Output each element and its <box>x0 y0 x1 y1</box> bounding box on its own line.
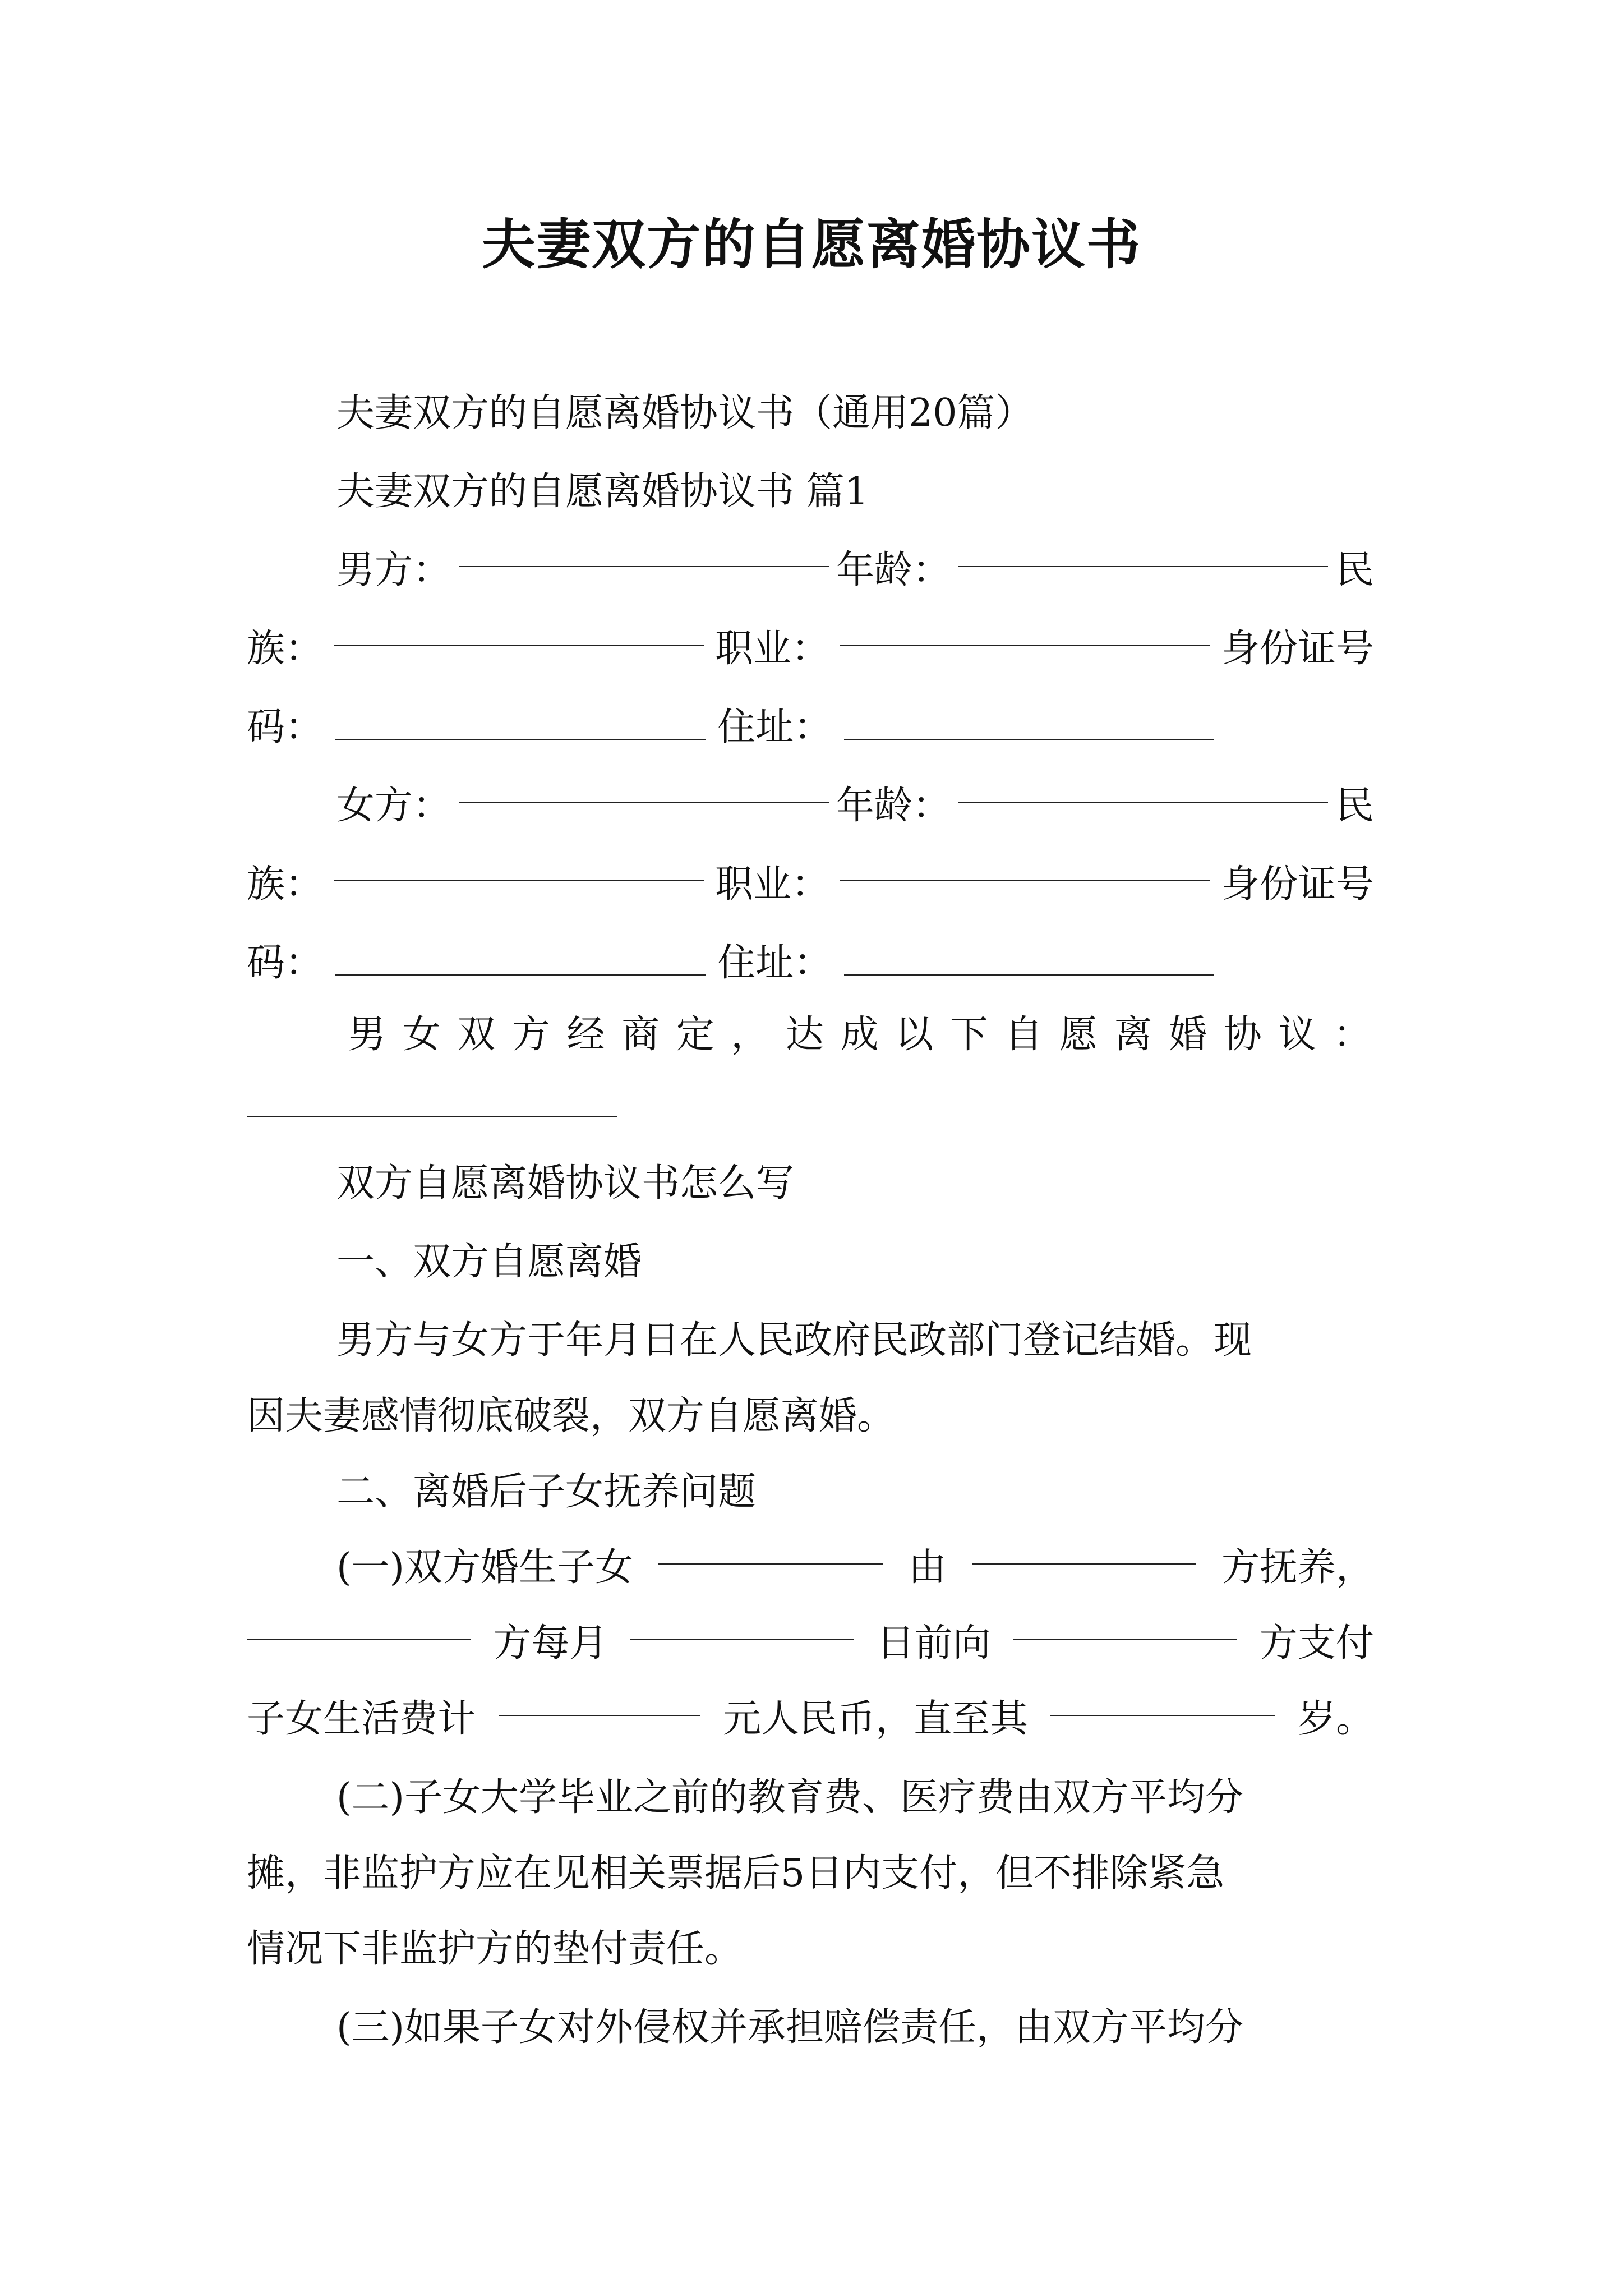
subtitle: 夫妻双方的自愿离婚协议书（通用20篇） <box>336 391 1034 435</box>
address-label: 住址： <box>717 705 832 749</box>
custody-text: 方抚养， <box>1221 1545 1374 1590</box>
male-age-blank <box>958 531 1328 567</box>
female-label: 女方： <box>336 784 451 828</box>
male-id-blank <box>335 704 706 740</box>
amount-blank <box>499 1680 700 1716</box>
agreement-intro: 男 女 双 方 经 商 定 ， 达 成 以 下 自 愿 离 婚 协 议 ： <box>348 1013 1374 1057</box>
id-number-label-part: 码： <box>247 705 324 749</box>
male-line-3 <box>247 688 1374 767</box>
custody-line-1 <box>247 1529 1374 1607</box>
custody-text: 元人民币，直至其 <box>722 1697 1028 1741</box>
custodian-blank <box>972 1529 1196 1565</box>
pay-day-blank <box>630 1604 854 1640</box>
ethnicity-label-part: 民 <box>1335 548 1374 592</box>
id-number-label-part: 身份证号 <box>1221 862 1374 907</box>
male-label: 男方： <box>336 548 451 592</box>
clause-2-2-line-3: 情况下非监护方的垫付责任。 <box>247 1927 743 1971</box>
occupation-label: 职业： <box>714 862 829 907</box>
age-label: 年龄： <box>836 784 951 828</box>
male-address-blank <box>844 704 1214 740</box>
custody-text: 方支付 <box>1259 1621 1374 1665</box>
ethnicity-label-part: 民 <box>1335 784 1374 828</box>
address-label: 住址： <box>717 941 832 985</box>
male-ethnicity-blank <box>334 610 704 646</box>
female-name-blank <box>459 767 829 803</box>
howto-heading: 双方自愿离婚协议书怎么写 <box>336 1161 795 1205</box>
clause-2-3-line-1: (三)如果子女对外侵权并承担赔偿责任，由双方平均分 <box>336 2005 1244 2050</box>
clause-2-2-line-1: (二)子女大学毕业之前的教育费、医疗费由双方平均分 <box>336 1775 1244 1820</box>
female-line-3 <box>247 924 1374 1002</box>
female-line-2 <box>247 845 1374 924</box>
custody-line-3 <box>247 1680 1374 1759</box>
child-name-blank <box>658 1529 883 1565</box>
male-name-blank <box>459 531 829 567</box>
agreement-blank <box>247 1116 617 1117</box>
ethnicity-label-part: 族： <box>247 627 324 671</box>
age-label: 年龄： <box>836 548 951 592</box>
clause-1-heading: 一、双方自愿离婚 <box>336 1240 642 1284</box>
clause-2-2-line-2: 摊，非监护方应在见相关票据后5日内支付，但不排除紧急 <box>247 1851 1225 1895</box>
clause-1-text-line-1: 男方与女方于年月日在人民政府民政部门登记结婚。现 <box>336 1318 1252 1363</box>
custody-text: (一)双方婚生子女 <box>336 1545 634 1590</box>
female-address-blank <box>844 940 1214 976</box>
document-title: 夫妻双方的自愿离婚协议书 <box>482 213 1141 276</box>
female-age-blank <box>958 767 1328 803</box>
occupation-label: 职业： <box>714 627 829 671</box>
female-line-1 <box>247 767 1374 845</box>
payee-blank <box>1013 1604 1237 1640</box>
custody-text: 方每月 <box>493 1621 608 1665</box>
female-id-blank <box>335 940 706 976</box>
id-number-label-part: 身份证号 <box>1221 627 1374 671</box>
age-limit-blank <box>1050 1680 1275 1716</box>
ethnicity-label-part: 族： <box>247 862 324 907</box>
clause-1-text-line-2: 因夫妻感情彻底破裂，双方自愿离婚。 <box>247 1394 896 1438</box>
male-occupation-blank <box>840 610 1210 646</box>
female-occupation-blank <box>840 845 1210 881</box>
payer-blank <box>247 1604 471 1640</box>
female-ethnicity-blank <box>334 845 704 881</box>
male-line-2 <box>247 610 1374 688</box>
custody-text: 子女生活费计 <box>247 1697 476 1741</box>
id-number-label-part: 码： <box>247 941 324 985</box>
custody-text: 日前向 <box>876 1621 991 1665</box>
section-heading: 夫妻双方的自愿离婚协议书 篇1 <box>336 470 869 514</box>
custody-text: 岁。 <box>1297 1697 1374 1741</box>
custody-text: 由 <box>908 1545 947 1590</box>
custody-line-2 <box>247 1604 1374 1683</box>
clause-2-heading: 二、离婚后子女抚养问题 <box>336 1470 757 1514</box>
male-line-1 <box>247 531 1374 610</box>
